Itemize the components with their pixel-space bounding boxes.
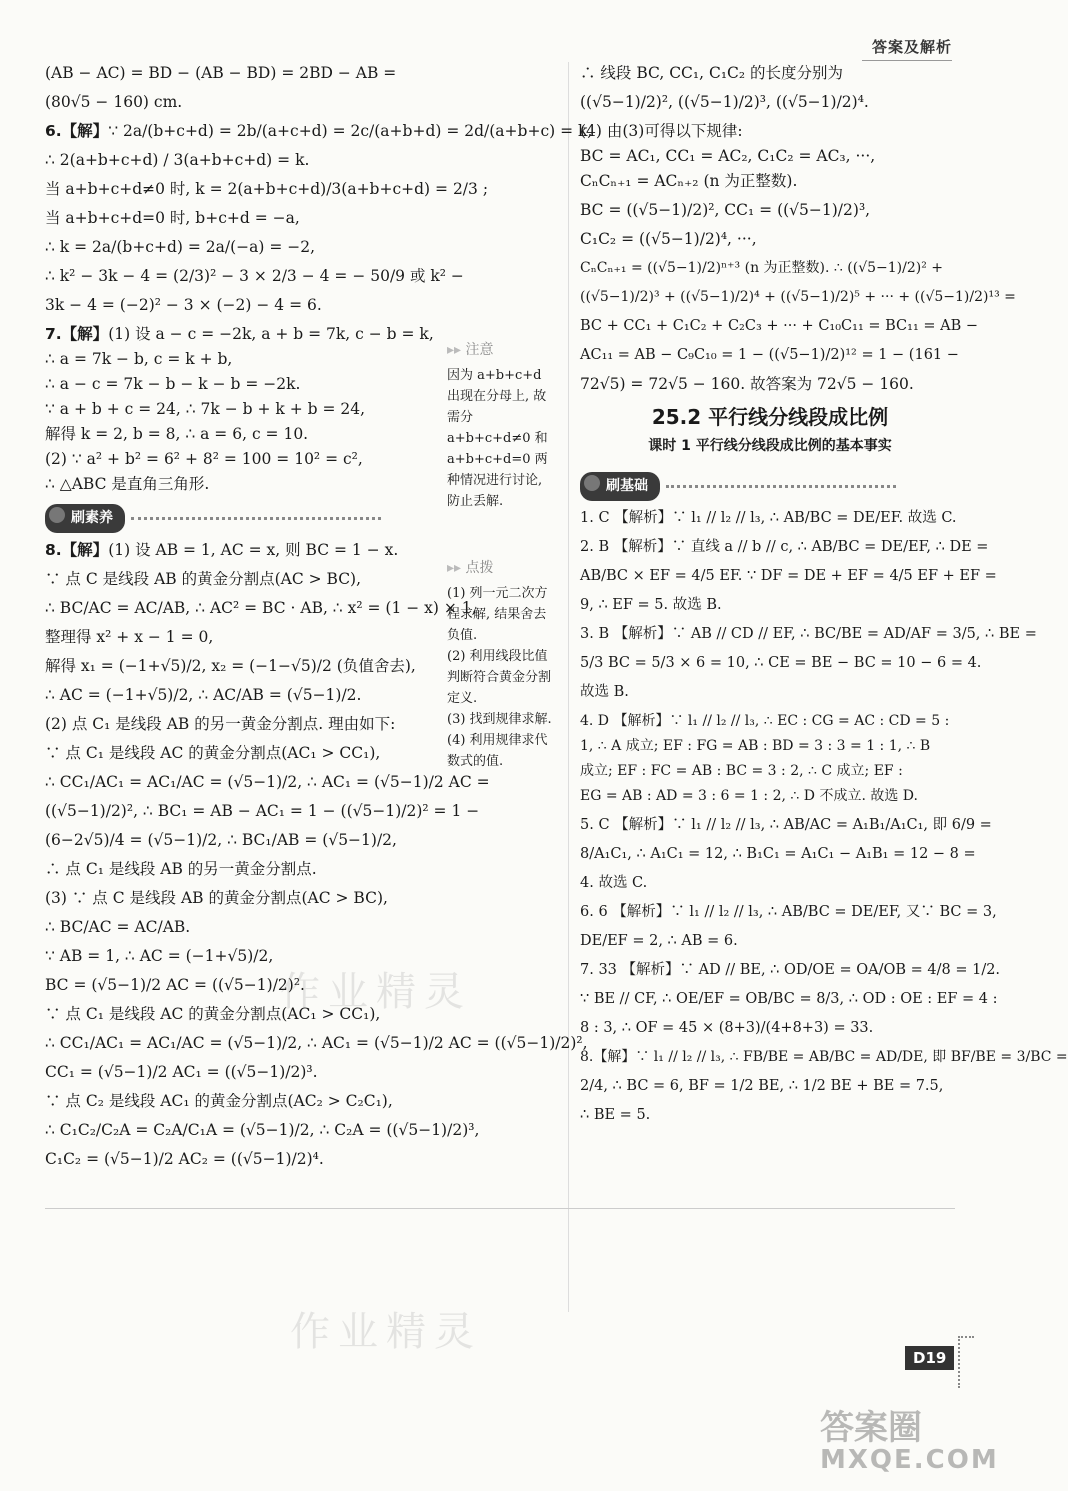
text-line: 解得 x₁ = (−1+√5)/2, x₂ = (−1−√5)/2 (负值舍去), [45,657,416,675]
text-line: 故选 B. [580,684,629,700]
watermark-text: 作业精灵 [280,969,472,1015]
text-line: ∴ △ABC 是直角三角形. [45,475,210,493]
text-line: (3) ∵ 点 C 是线段 AB 的黄金分割点(AC > BC), [45,889,388,907]
badge-label: 刷基础 [580,472,660,501]
text-line: C₁C₂ = ((√5−1)/2)⁴, ···, [580,230,757,248]
text-line: ∵ 点 C₁ 是线段 AC 的黄金分割点(AC₁ > CC₁), [45,1005,381,1023]
answer-3: 3. B 【解析】∵ AB // CD // EF, ∴ BC/BE = AD/AF = 3/5, ∴ BE = [580,626,1037,642]
text-line: ∵ 点 C₂ 是线段 AC₁ 的黄金分割点(AC₂ > C₂C₁), [45,1092,393,1110]
text-line: AC₁₁ = AB − C₉C₁₀ = 1 − ((√5−1)/2)¹² = 1 − (161 − [580,347,959,363]
text-line: AB/BC × EF = 4/5 EF. ∵ DF = DE + EF = 4/5 EF + EF = [580,568,997,584]
text-line: ((√5−1)/2)², ∴ BC₁ = AB − AC₁ = 1 − ((√5−1)/2)² = 1 − [45,802,480,820]
text-line: 当 a+b+c+d=0 时, b+c+d = −a, [45,209,300,227]
text-line: 8 : 3, ∴ OF = 45 × (8+3)/(4+8+3) = 33. [580,1020,874,1036]
text-line: CC₁ = (√5−1)/2 AC₁ = ((√5−1)/2)³. [45,1063,318,1081]
text-line: ∵ BE // CF, ∴ OE/EF = OB/BC = 8/3, ∴ OD : OE : EF = 4 : [580,991,998,1007]
text-line: (2) ∵ a² + b² = 6² + 8² = 100 = 10² = c², [45,450,363,468]
answer-2: 2. B 【解析】∵ 直线 a // b // c, ∴ AB/BC = DE/EF, ∴ DE = [580,539,989,555]
text-line: ∴ 点 C₁ 是线段 AB 的另一黄金分割点. [45,860,317,878]
margin-notes [447,340,555,772]
page-corner-decoration [958,1336,974,1388]
question-8 [45,539,440,562]
text-line: ∴ CC₁/AC₁ = AC₁/AC = (√5−1)/2, ∴ AC₁ = (√5−1)/2 AC = ((√5−1)/2)², [45,1034,588,1052]
watermark-text: 作业精灵 [290,1309,482,1355]
text-line: 当 a+b+c+d≠0 时, k = 2(a+b+c+d)/3(a+b+c+d) = 2/3 ; [45,180,489,198]
text-line: ∴ C₁C₂/C₂A = C₂A/C₁A = (√5−1)/2, ∴ C₂A = ((√5−1)/2)³, [45,1121,480,1139]
right-column [580,62,1068,1133]
answer-4: 4. D 【解析】∵ l₁ // l₂ // l₃, ∴ EC : CG = AC : CD = 5 : [580,713,950,729]
text-line: 解得 k = 2, b = 8, ∴ a = 6, c = 10. [45,425,309,443]
question-label: 7.【解】 [45,325,109,343]
text-line: ∵ 点 C 是线段 AB 的黄金分割点(AC > BC), [45,570,362,588]
text-line: BC = (√5−1)/2 AC = ((√5−1)/2)². [45,976,305,994]
question-label: 8.【解】 [45,541,109,559]
text-line: ∴ 线段 BC, CC₁, C₁C₂ 的长度分别为 [580,64,844,82]
text-line: C₁C₂ = (√5−1)/2 AC₂ = ((√5−1)/2)⁴. [45,1150,324,1168]
note-title-zhuyi: ▸▸ 注意 [447,340,555,361]
text-line: (AB − AC) = BD − (AB − BD) = 2BD − AB = [45,64,397,82]
text-line: ∴ k² − 3k − 4 = (2/3)² − 3 × 2/3 − 4 = − 50/9 或 k² − [45,267,464,285]
question-7 [45,323,440,346]
note-line: (2) 利用线段比值判断符合黄金分割定义. [447,649,552,706]
text-line: ∴ a = 7k − b, c = k + b, [45,350,233,368]
text-line: 72√5) = 72√5 − 160. 故答案为 72√5 − 160. [580,375,914,393]
text-line: 整理得 x² + x − 1 = 0, [45,628,214,646]
answer-8: 8.【解】∵ l₁ // l₂ // l₃, ∴ FB/BE = AB/BC = AD/DE, 即 BF/BE = 3/BC = [580,1049,1068,1065]
text-line: (1) 设 AB = 1, AC = x, 则 BC = 1 − x. [108,541,399,559]
text-line: BC = ((√5−1)/2)², CC₁ = ((√5−1)/2)³, [580,201,871,219]
header-rule [862,60,952,61]
page-number: D19 [905,1346,954,1370]
dotted-rule [131,517,381,520]
text-line: 3k − 4 = (−2)² − 3 × (−2) − 4 = 6. [45,296,322,314]
text-line: ∵ 点 C₁ 是线段 AC 的黄金分割点(AC₁ > CC₁), [45,744,381,762]
dotted-rule [666,485,896,488]
text-line: (6−2√5)/4 = (√5−1)/2, ∴ BC₁/AB = (√5−1)/2, [45,831,397,849]
text-line: ((√5−1)/2)², ((√5−1)/2)³, ((√5−1)/2)⁴. [580,93,869,111]
column-divider [568,62,569,1312]
text-line: 成立; EF : FC = AB : BC = 3 : 2, ∴ C 成立; EF : [580,763,903,779]
answer-1: 1. C 【解析】∵ l₁ // l₂ // l₃, ∴ AB/BC = DE/EF. 故选 C. [580,510,957,526]
answer-5: 5. C 【解析】∵ l₁ // l₂ // l₃, ∴ AB/AC = A₁B₁/A₁C₁, 即 6/9 = [580,817,992,833]
text-line: ∴ BC/AC = AC/AB, ∴ AC² = BC · AB, ∴ x² = (1 − x) × 1, [45,599,477,617]
note-line: (1) 列一元二次方程求解, 结果舍去负值. [447,586,548,643]
note-line: (3) 找到规律求解. [447,712,552,727]
running-header: 答案及解析 [871,38,952,56]
note-line: (4) 利用规律求代数式的值. [447,733,548,769]
section-title: 25.2 平行线分线段成比例 [651,405,889,429]
note-title-dianbo: ▸▸ 点拨 [447,558,555,579]
text-line: 5/3 BC = 5/3 × 6 = 10, ∴ CE = BE − BC = 10 − 6 = 4. [580,655,982,671]
lesson-title: 课时 1 平行线分线段成比例的基本事实 [648,438,892,454]
text-line: CₙCₙ₊₁ = ((√5−1)/2)ⁿ⁺³ (n 为正整数). ∴ ((√5−1)/2)² + [580,260,943,276]
text-line: (1) 设 a − c = −2k, a + b = 7k, c − b = k, [108,325,434,343]
text-line: ∴ k = 2a/(b+c+d) = 2a/(−a) = −2, [45,238,316,256]
text-line: ∴ BC/AC = AC/AB. [45,918,191,936]
text-line: 8/A₁C₁, ∴ A₁C₁ = 12, ∴ B₁C₁ = A₁C₁ − A₁B₁ = 12 − 8 = [580,846,976,862]
text-line: 9, ∴ EF = 5. 故选 B. [580,597,722,613]
text-line: 4. 故选 C. [580,875,648,891]
text-line: (80√5 − 160) cm. [45,93,183,111]
text-line: (2) 点 C₁ 是线段 AB 的另一黄金分割点. 理由如下: [45,715,396,733]
section-badge-jichu [580,472,896,501]
answer-7: 7. 33 【解析】∵ AD // BE, ∴ OD/OE = OA/OB = 4/8 = 1/2. [580,962,1001,978]
note-body: 因为 a+b+c+d 出现在分母上, 故需分 a+b+c+d≠0 和 a+b+c+d=0 两种情况进行讨论, 防止丢解. [447,368,548,509]
text-line: DE/EF = 2, ∴ AB = 6. [580,933,738,949]
text-line: EG = AB : AD = 3 : 6 = 1 : 2, ∴ D 不成立. 故选 D. [580,788,918,804]
text-line: ((√5−1)/2)³ + ((√5−1)/2)⁴ + ((√5−1)/2)⁵ + ··· + ((√5−1)/2)¹³ = [580,289,1016,305]
question-6 [45,120,593,143]
text-line: BC + CC₁ + C₁C₂ + C₂C₃ + ··· + C₁₀C₁₁ = BC₁₁ = AB − [580,318,979,334]
text-line: (4) 由(3)可得以下规律: [580,122,743,140]
text-line: ∴ 2(a+b+c+d) / 3(a+b+c+d) = k. [45,151,310,169]
badge-label: 刷素养 [45,504,125,533]
site-url: MXQE.COM [820,1445,999,1475]
text-line: ∴ a − c = 7k − b − k − b = −2k. [45,375,301,393]
text-line: 2/4, ∴ BC = 6, BF = 1/2 BE, ∴ 1/2 BE + BE = 7.5, [580,1078,944,1094]
text-line: ∵ AB = 1, ∴ AC = (−1+√5)/2, [45,947,274,965]
text-line: ∴ AC = (−1+√5)/2, ∴ AC/AB = (√5−1)/2. [45,686,362,704]
text-line: BC = AC₁, CC₁ = AC₂, C₁C₂ = AC₃, ···, [580,147,876,165]
scan-fold-line [45,1208,955,1209]
question-label: 6.【解】 [45,122,109,140]
site-logo: 答案圈 [820,1408,922,1448]
answer-6: 6. 6 【解析】∵ l₁ // l₂ // l₃, ∴ AB/BC = DE/EF, 又∵ BC = 3, [580,904,997,920]
text-line: 1, ∴ A 成立; EF : FG = AB : BD = 3 : 3 = 1 : 1, ∴ B [580,738,931,754]
text-line: ∴ CC₁/AC₁ = AC₁/AC = (√5−1)/2, ∴ AC₁ = (√5−1)/2 AC = [45,773,490,791]
text-line: ∴ BE = 5. [580,1107,651,1123]
text-line: CₙCₙ₊₁ = ACₙ₊₂ (n 为正整数). [580,172,798,190]
text-line: ∵ 2a/(b+c+d) = 2b/(a+c+d) = 2c/(a+b+d) = 2d/(a+b+c) = k, [108,122,593,140]
text-line: ∵ a + b + c = 24, ∴ 7k − b + k + b = 24, [45,400,366,418]
section-badge-suyang [45,504,381,533]
